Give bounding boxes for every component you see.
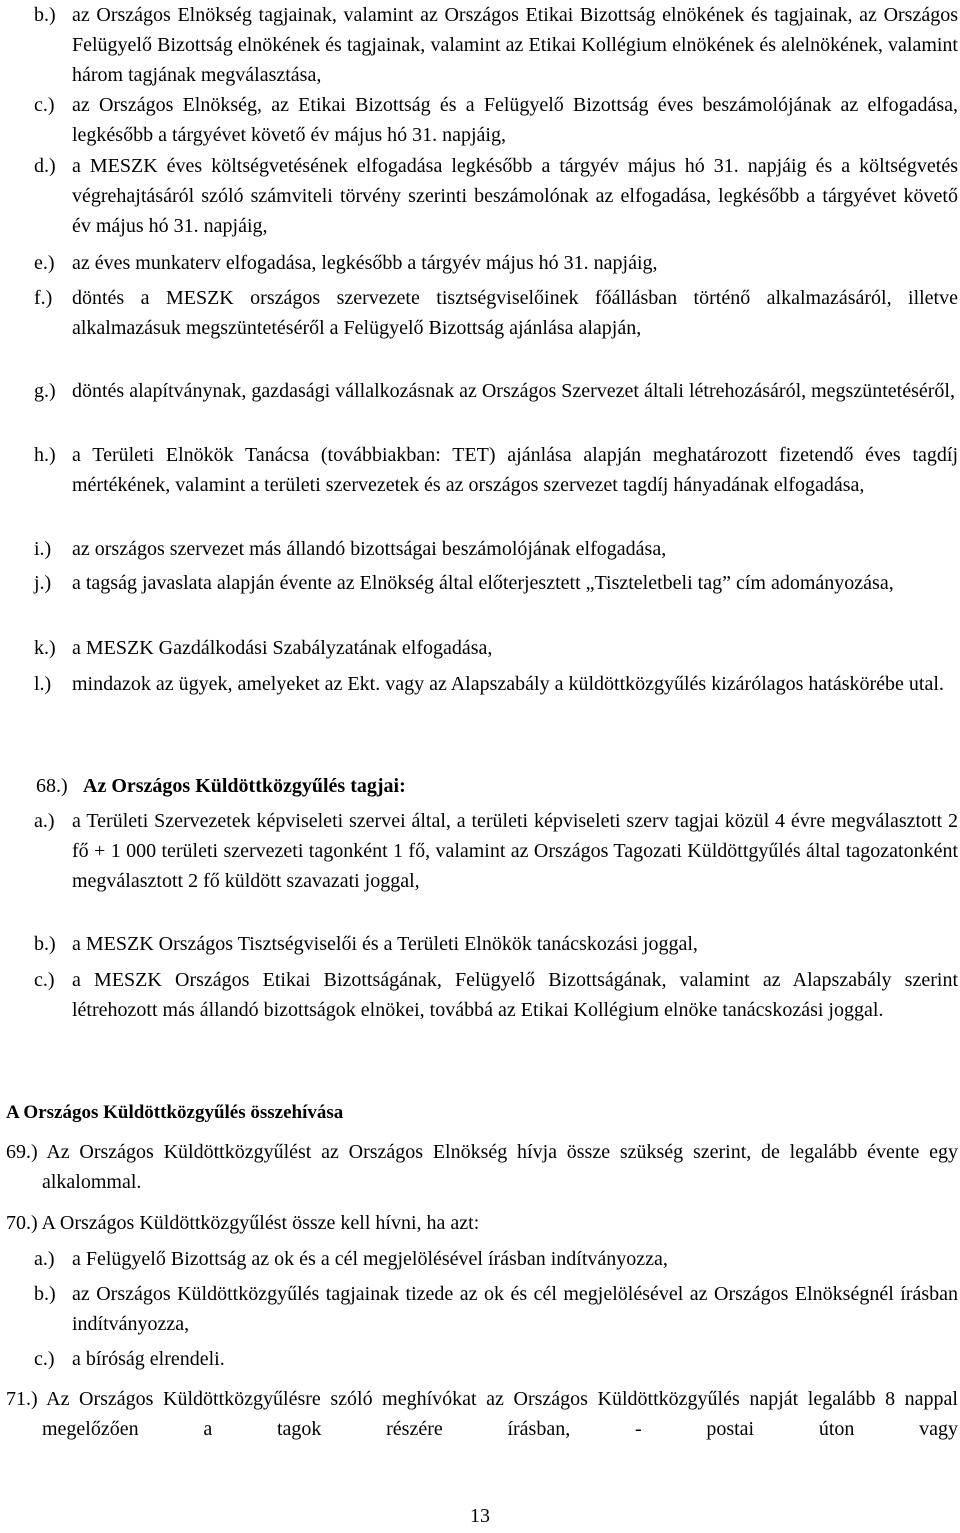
list-marker: a.) (34, 810, 55, 832)
section-68-item-c (0, 965, 958, 1025)
section-number: 68.) (36, 775, 68, 797)
list-item-text: a Felügyelő Bizottság az ok és a cél megjelölésével írásban indítványozza, (72, 1248, 668, 1270)
list-marker: a.) (34, 1248, 55, 1270)
list-item-c (0, 90, 958, 150)
list-item-text: a Területi Szervezetek képviseleti szervei által, a területi képviseleti szerv tagjai közül 4 évre megválasztott 2 fő + 1 000 területi szervezeti tagonként 1 fő, valamint az Országos Tagozati Küldöttgyűlés által tagozatonként megválasztott 2 fő küldött szavazati joggal, (72, 810, 958, 892)
section-68-heading (36, 771, 406, 801)
paragraph-69 (0, 1137, 958, 1197)
list-item-text: döntés alapítványnak, gazdasági vállalkozásnak az Országos Szervezet általi létrehozásáról, megszüntetéséről, (72, 380, 955, 402)
list-item-text: a MESZK éves költségvetésének elfogadása legkésőbb a tárgyév május hó 31. napjáig és a költségvetés végrehajtásáról szóló számviteli törvény szerinti beszámolónak az elfogadása, legkésőbb a tárgyévet követő év május hó 31. napjáig, (72, 155, 958, 237)
list-item-g (0, 376, 958, 406)
page-number: 13 (470, 1505, 490, 1527)
paragraph-text: 70.) A Országos Küldöttközgyűlést össze kell hívni, ha azt: (6, 1212, 480, 1234)
list-item-j (0, 568, 958, 598)
paragraph-70-item-c (0, 1344, 958, 1374)
list-item-text: a MESZK Gazdálkodási Szabályzatának elfogadása, (72, 637, 493, 659)
subsection-title: A Országos Küldöttközgyűlés összehívása (6, 1102, 344, 1123)
list-marker: d.) (34, 155, 56, 177)
paragraph-70 (0, 1208, 958, 1238)
list-marker: g.) (34, 380, 56, 402)
list-item-text: az Országos Elnökség tagjainak, valamint az Országos Etikai Bizottság elnökének és tagjainak, az Országos Felügyelő Bizottság elnökének és tagjainak, valamint az Etikai Kollégium elnökének és alelnökének, valamint három tagjának megválasztása, (72, 4, 958, 86)
list-marker: i.) (34, 538, 52, 560)
list-item-text: az Országos Elnökség, az Etikai Bizottság és a Felügyelő Bizottság éves beszámolójának az elfogadása, legkésőbb a tárgyévet követő év május hó 31. napjáig, (72, 94, 958, 146)
list-marker: l.) (34, 673, 52, 695)
paragraph-71 (0, 1384, 958, 1444)
paragraph-70-item-a (0, 1244, 958, 1274)
list-marker: j.) (34, 572, 52, 594)
list-item-text: mindazok az ügyek, amelyeket az Ekt. vagy az Alapszabály a küldöttközgyűlés kizárólagos hatáskörébe utal. (72, 673, 944, 695)
list-item-text: az Országos Küldöttközgyűlés tagjainak tizede az ok és cél megjelölésével az Országos Elnökségnél írásban indítványozza, (72, 1283, 958, 1335)
section-68-item-b (0, 929, 958, 959)
list-item-e (0, 248, 958, 278)
list-item-text: a MESZK Országos Etikai Bizottságának, Felügyelő Bizottságának, valamint az Alapszabály szerint létrehozott más állandó bizottságok elnökei, továbbá az Etikai Kollégium elnöke tanácskozási joggal. (72, 969, 958, 1021)
list-item-text: a tagság javaslata alapján évente az Elnökség által előterjesztett „Tiszteletbeli tag” cím adományozása, (72, 572, 894, 594)
section-title: Az Országos Küldöttközgyűlés tagjai: (83, 775, 406, 797)
list-item-i (0, 534, 958, 564)
list-marker: b.) (34, 4, 56, 26)
list-item-text: döntés a MESZK országos szervezete tisztségviselőinek főállásban történő alkalmazásáról, illetve alkalmazásuk megszüntetéséről a Felügyelő Bizottság ajánlása alapján, (72, 287, 958, 339)
list-item-l (0, 669, 958, 699)
list-item-d (0, 151, 958, 241)
paragraph-70-item-b (0, 1279, 958, 1339)
list-marker: c.) (34, 969, 55, 991)
list-item-b (0, 0, 958, 90)
paragraph-text: 69.) Az Országos Küldöttközgyűlést az Országos Elnökség hívja össze szükség szerint, de legalább évente egy alkalommal. (6, 1141, 958, 1193)
list-marker: f.) (34, 287, 53, 309)
list-item-h (0, 440, 958, 500)
section-68-item-a (0, 806, 958, 896)
list-item-text: az éves munkaterv elfogadása, legkésőbb a tárgyév május hó 31. napjáig, (72, 252, 658, 274)
paragraph-text: 71.) Az Országos Küldöttközgyűlésre szóló meghívókat az Országos Küldöttközgyűlés napját legalább 8 nappal megelőzően a tagok részére írásban, - postai úton vagy (6, 1388, 958, 1440)
list-marker: c.) (34, 1348, 55, 1370)
list-item-f (0, 283, 958, 343)
list-marker: k.) (34, 637, 56, 659)
list-item-text: a MESZK Országos Tisztségviselői és a Területi Elnökök tanácskozási joggal, (72, 933, 698, 955)
list-marker: b.) (34, 1283, 56, 1305)
list-item-text: az országos szervezet más állandó bizottságai beszámolójának elfogadása, (72, 538, 667, 560)
list-marker: b.) (34, 933, 56, 955)
list-item-text: a bíróság elrendeli. (72, 1348, 225, 1370)
list-item-text: a Területi Elnökök Tanácsa (továbbiakban: TET) ajánlása alapján meghatározott fizetendő éves tagdíj mértékének, valamint a területi szervezetek és az országos szervezet tagdíj hányadának elfogadása, (72, 444, 958, 496)
list-marker: e.) (34, 252, 55, 274)
list-marker: c.) (34, 94, 55, 116)
list-item-k (0, 633, 958, 663)
list-marker: h.) (34, 444, 56, 466)
